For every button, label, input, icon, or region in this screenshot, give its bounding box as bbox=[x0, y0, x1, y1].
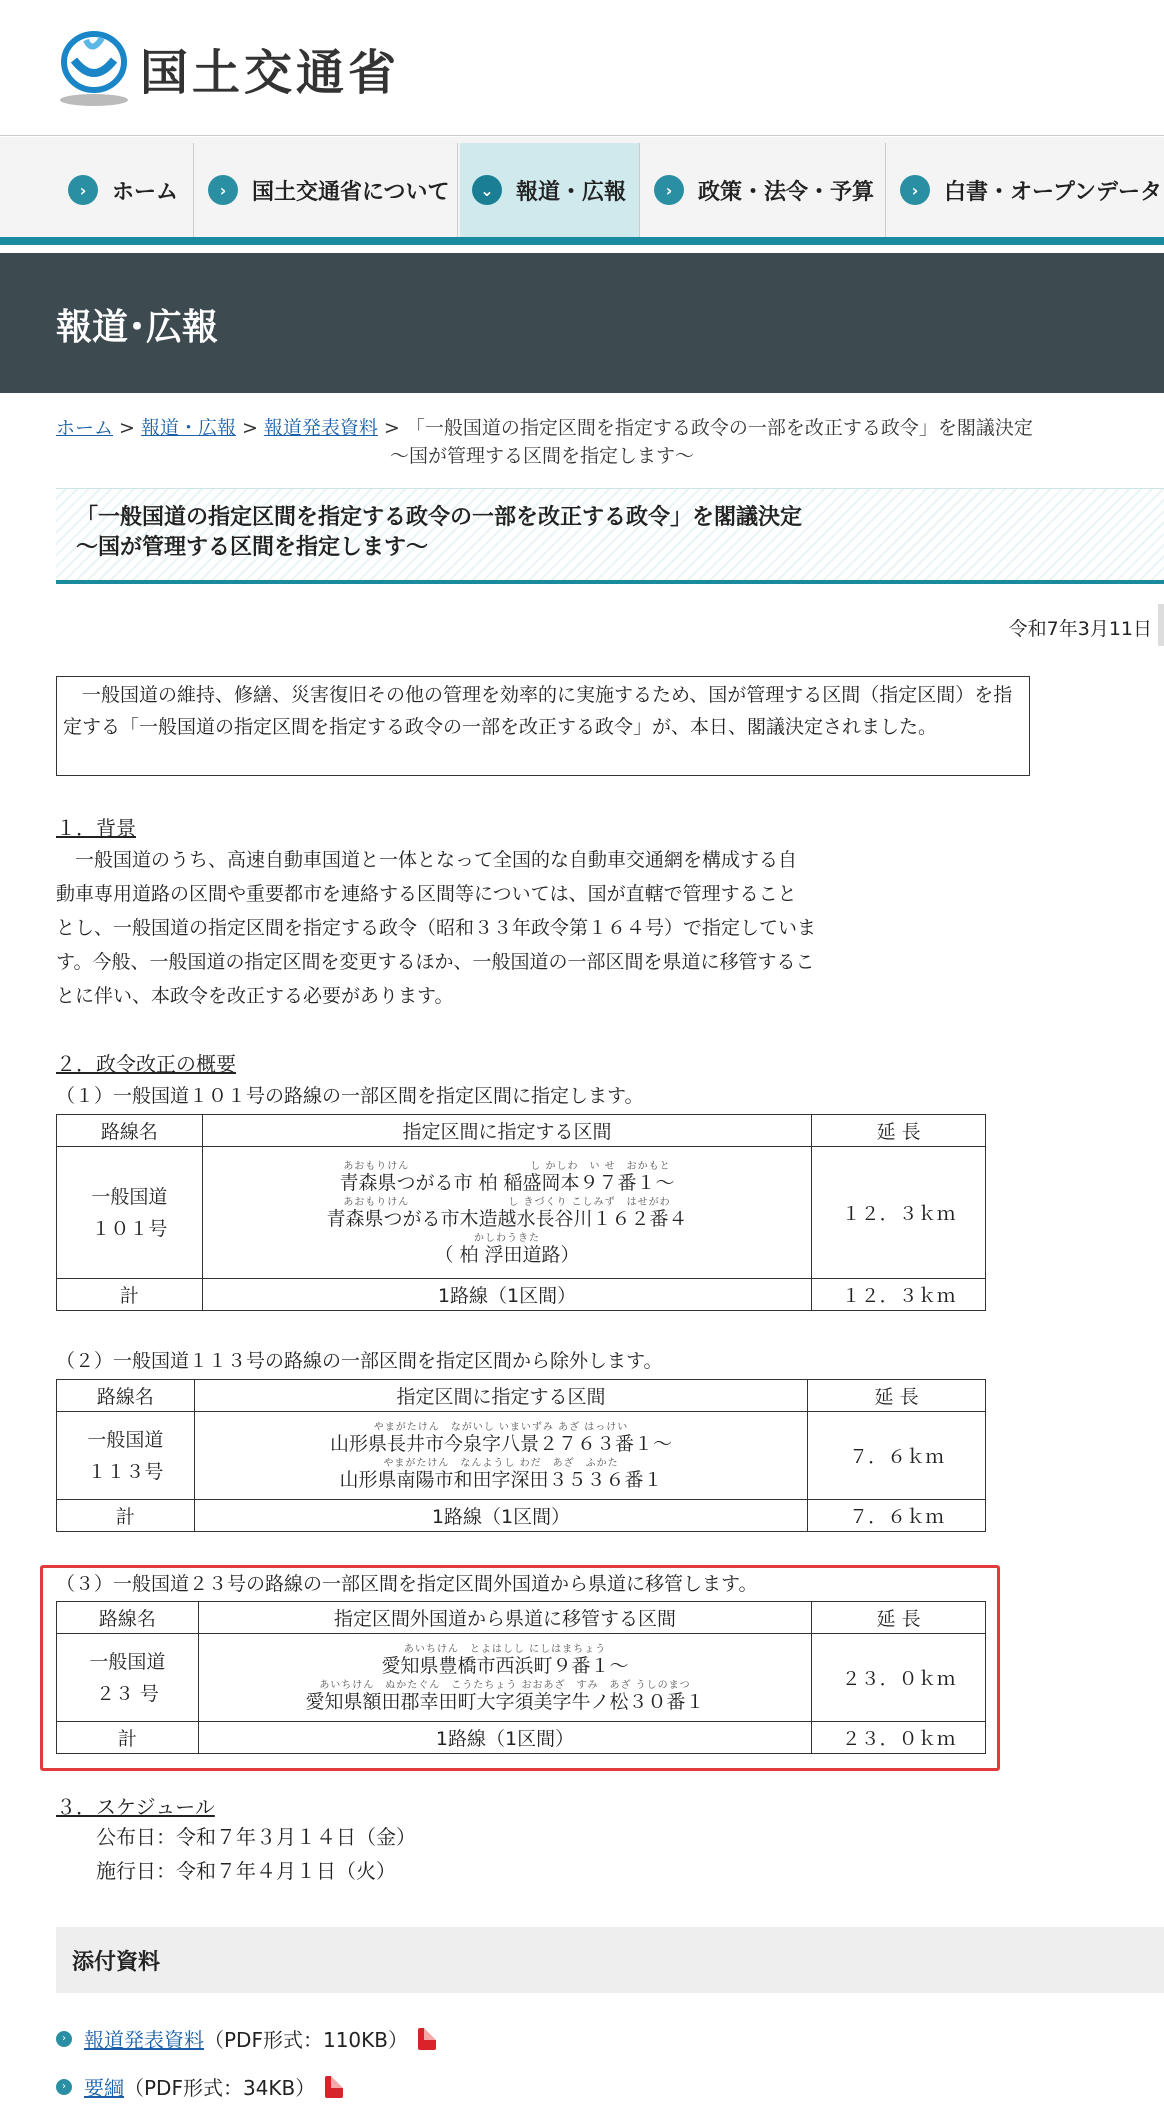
route-name-cell bbox=[57, 1634, 199, 1722]
section-entry bbox=[203, 1233, 811, 1265]
route-table-113 bbox=[56, 1379, 986, 1532]
total-sections: 1路線（1区間） bbox=[198, 1722, 811, 1754]
header-route: 路線名 bbox=[57, 1380, 195, 1412]
table2-caption: （２）一般国道１１３号の路線の一部区間を指定区間から除外します。 bbox=[56, 1350, 663, 1372]
section1-heading: １．背景 bbox=[56, 816, 136, 840]
total-label: 計 bbox=[57, 1722, 199, 1754]
route-name-cell bbox=[57, 1147, 203, 1279]
nav-label: ホーム bbox=[112, 179, 179, 205]
chevron-right-icon: › bbox=[68, 175, 98, 205]
scroll-marker bbox=[1158, 604, 1164, 646]
section-entry bbox=[195, 1458, 807, 1490]
route-name: 一般国道 bbox=[87, 1428, 164, 1451]
section1-line: す。今般、一般国道の指定区間を変更するほか、一般国道の一部区間を県道に移管するこ bbox=[56, 951, 815, 973]
global-nav bbox=[0, 137, 1164, 245]
section1-line: 動車専用道路の区間や重要都市を連絡する区間等については、国が直轄で管理すること bbox=[56, 883, 797, 905]
summary-box: 一般国道の維持、修繕、災害復旧その他の管理を効率的に実施するため、国が管理する区間（指定区間）を指定する「一般国道の指定区間を指定する政令の一部を改正する政令」が、本日、閣議決定されました。 bbox=[56, 676, 1030, 776]
bullet-chevron-icon: › bbox=[56, 2031, 72, 2047]
breadcrumb-current-line2: ～国が管理する区間を指定します～ bbox=[390, 445, 695, 467]
section1-body bbox=[56, 843, 896, 1013]
section-text: 山形県長井市今泉字八景２７６３番１～ bbox=[329, 1432, 672, 1455]
publish-date: 令和7年3月11日 bbox=[1008, 618, 1152, 640]
schedule-enforcement: 施行日：令和７年４月１日（火） bbox=[96, 1859, 396, 1883]
page-title-line2: ～国が管理する区間を指定します～ bbox=[76, 535, 429, 560]
attachment-info: （PDF形式：34KB） bbox=[124, 2076, 316, 2100]
section2-heading: ２．政令改正の概要 bbox=[56, 1052, 236, 1076]
route-name: 一般国道 bbox=[89, 1650, 166, 1673]
route-number: ２３ 号 bbox=[95, 1682, 159, 1705]
total-sections: 1路線（1区間） bbox=[194, 1500, 807, 1532]
article-title-box bbox=[56, 488, 1164, 584]
ruby: やまがたけん なんようし わだ あざ ふかた bbox=[383, 1457, 619, 1469]
attachment-item bbox=[56, 2072, 343, 2101]
route-table-101 bbox=[56, 1114, 986, 1311]
header-length: 延 長 bbox=[812, 1115, 986, 1147]
section3-heading: ３．スケジュール bbox=[56, 1795, 215, 1819]
chevron-right-icon: › bbox=[900, 175, 930, 205]
section-cell bbox=[194, 1412, 807, 1500]
section-banner bbox=[0, 253, 1164, 393]
length-cell: ７．６ｋｍ bbox=[808, 1412, 986, 1500]
ruby: かしわうきた bbox=[474, 1232, 540, 1244]
attachment-link-press[interactable]: 報道発表資料 bbox=[84, 2028, 204, 2052]
route-name: 一般国道 bbox=[91, 1185, 168, 1208]
section-entry bbox=[199, 1644, 811, 1676]
breadcrumb-current: 「一般国道の指定区間を指定する政令の一部を改正する政令」を閣議決定 bbox=[405, 417, 1033, 439]
total-label: 計 bbox=[57, 1500, 195, 1532]
nav-policy[interactable] bbox=[642, 143, 886, 237]
section-entry bbox=[195, 1422, 807, 1454]
total-sections: 1路線（1区間） bbox=[202, 1279, 811, 1311]
section-text: 青森県つがる市木造越水長谷川１６２番４ bbox=[326, 1207, 688, 1230]
route-number: １０１号 bbox=[91, 1217, 168, 1240]
route-name-cell bbox=[57, 1412, 195, 1500]
section-entry bbox=[203, 1197, 811, 1229]
header-length: 延 長 bbox=[808, 1380, 986, 1412]
section-text: 山形県南陽市和田字深田３５３６番１ bbox=[339, 1468, 663, 1491]
page-title-line1: 「一般国道の指定区間を指定する政令の一部を改正する政令」を閣議決定 bbox=[76, 505, 803, 530]
nav-home[interactable] bbox=[56, 143, 194, 237]
header-section: 指定区間に指定する区間 bbox=[194, 1380, 807, 1412]
total-length: ２３．０ｋｍ bbox=[812, 1722, 986, 1754]
banner-title: 報道･広報 bbox=[56, 307, 219, 348]
section-entry bbox=[199, 1680, 811, 1712]
ruby: あいちけん ぬかたぐん こうたちょう おおあざ すみ あざ うしのまつ bbox=[319, 1679, 691, 1691]
ministry-logo-icon[interactable] bbox=[56, 30, 132, 110]
nav-label: 国土交通省について bbox=[252, 179, 450, 205]
length-cell: １２．３ｋｍ bbox=[812, 1147, 986, 1279]
section-text: （ 柏 浮田道路） bbox=[434, 1243, 580, 1266]
length-cell: ２３．０ｋｍ bbox=[812, 1634, 986, 1722]
route-table-23 bbox=[56, 1601, 986, 1754]
header-length: 延 長 bbox=[812, 1602, 986, 1634]
section-text: 青森県つがる市 柏 稲盛岡本９７番１～ bbox=[339, 1171, 675, 1194]
header-section: 指定区間外国道から県道に移管する区間 bbox=[198, 1602, 811, 1634]
section-cell bbox=[198, 1634, 811, 1722]
nav-label: 白書・オープンデータ bbox=[944, 179, 1163, 205]
bullet-chevron-icon: › bbox=[56, 2079, 72, 2095]
nav-label: 報道・広報 bbox=[516, 179, 627, 205]
header-section: 指定区間に指定する区間 bbox=[202, 1115, 811, 1147]
total-label: 計 bbox=[57, 1279, 203, 1311]
section-entry bbox=[203, 1161, 811, 1193]
site-name[interactable]: 国土交通省 bbox=[140, 45, 401, 101]
section-text: 愛知県豊橋市西浜町９番１～ bbox=[381, 1654, 629, 1677]
section1-line: 一般国道のうち、高速自動車国道と一体となって全国的な自動車交通網を構成する自 bbox=[56, 849, 798, 871]
total-length: １２．３ｋｍ bbox=[812, 1279, 986, 1311]
section1-line: とし、一般国道の指定区間を指定する政令（昭和３３年政令第１６４号）で指定していま bbox=[56, 917, 817, 939]
breadcrumb-releases-link[interactable]: 報道発表資料 bbox=[263, 417, 378, 439]
nav-about[interactable] bbox=[196, 143, 458, 237]
attachment-item bbox=[56, 2024, 436, 2053]
ruby: あおもりけん し かしわ い せ おかもと bbox=[343, 1160, 671, 1172]
table3-caption: （３）一般国道２３号の路線の一部区間を指定区間外国道から県道に移管します。 bbox=[56, 1573, 758, 1595]
chevron-right-icon: › bbox=[654, 175, 684, 205]
breadcrumb-press-link[interactable]: 報道・広報 bbox=[140, 417, 236, 439]
table1-caption: （１）一般国道１０１号の路線の一部区間を指定区間に指定します。 bbox=[56, 1085, 644, 1107]
pdf-icon bbox=[418, 2028, 436, 2050]
site-header bbox=[0, 0, 1164, 136]
section1-line: とに伴い、本政令を改正する必要があります。 bbox=[56, 985, 454, 1007]
attachment-link-outline[interactable]: 要綱 bbox=[84, 2076, 124, 2100]
attachments-title: 添付資料 bbox=[72, 1950, 161, 1975]
section-cell bbox=[202, 1147, 811, 1279]
breadcrumb-home-link[interactable]: ホーム bbox=[56, 417, 114, 439]
attachments-header bbox=[56, 1927, 1164, 1993]
page-title bbox=[76, 503, 802, 563]
section-text: 愛知県額田郡幸田町大字須美字牛ノ松３０番１ bbox=[305, 1690, 705, 1713]
nav-label: 政策・法令・予算 bbox=[698, 179, 875, 205]
ruby: あいちけん とよはしし にしはまちょう bbox=[403, 1643, 607, 1655]
nav-press[interactable] bbox=[460, 143, 640, 237]
chevron-down-icon: ⌄ bbox=[472, 175, 502, 205]
nav-whitepaper[interactable] bbox=[888, 143, 1164, 237]
route-number: １１３号 bbox=[87, 1460, 164, 1483]
attachment-info: （PDF形式：110KB） bbox=[204, 2028, 408, 2052]
header-route: 路線名 bbox=[57, 1602, 199, 1634]
total-length: ７．６ｋｍ bbox=[808, 1500, 986, 1532]
schedule-list bbox=[96, 1820, 416, 1888]
header-route: 路線名 bbox=[57, 1115, 203, 1147]
ruby: やまがたけん ながいし いまいずみ あざ はっけい bbox=[373, 1421, 629, 1433]
breadcrumb: ホーム > 報道・広報 > 報道発表資料 > 「一般国道の指定区間を指定する政令の一部を改正する政令」を閣議決定 ～国が管理する区間を指定します～ bbox=[56, 414, 1136, 442]
chevron-right-icon: › bbox=[208, 175, 238, 205]
ruby: あおもりけん し きづくり こしみず はせがわ bbox=[343, 1196, 671, 1208]
schedule-promulgation: 公布日：令和７年３月１４日（金） bbox=[96, 1825, 416, 1849]
pdf-icon bbox=[325, 2076, 343, 2098]
